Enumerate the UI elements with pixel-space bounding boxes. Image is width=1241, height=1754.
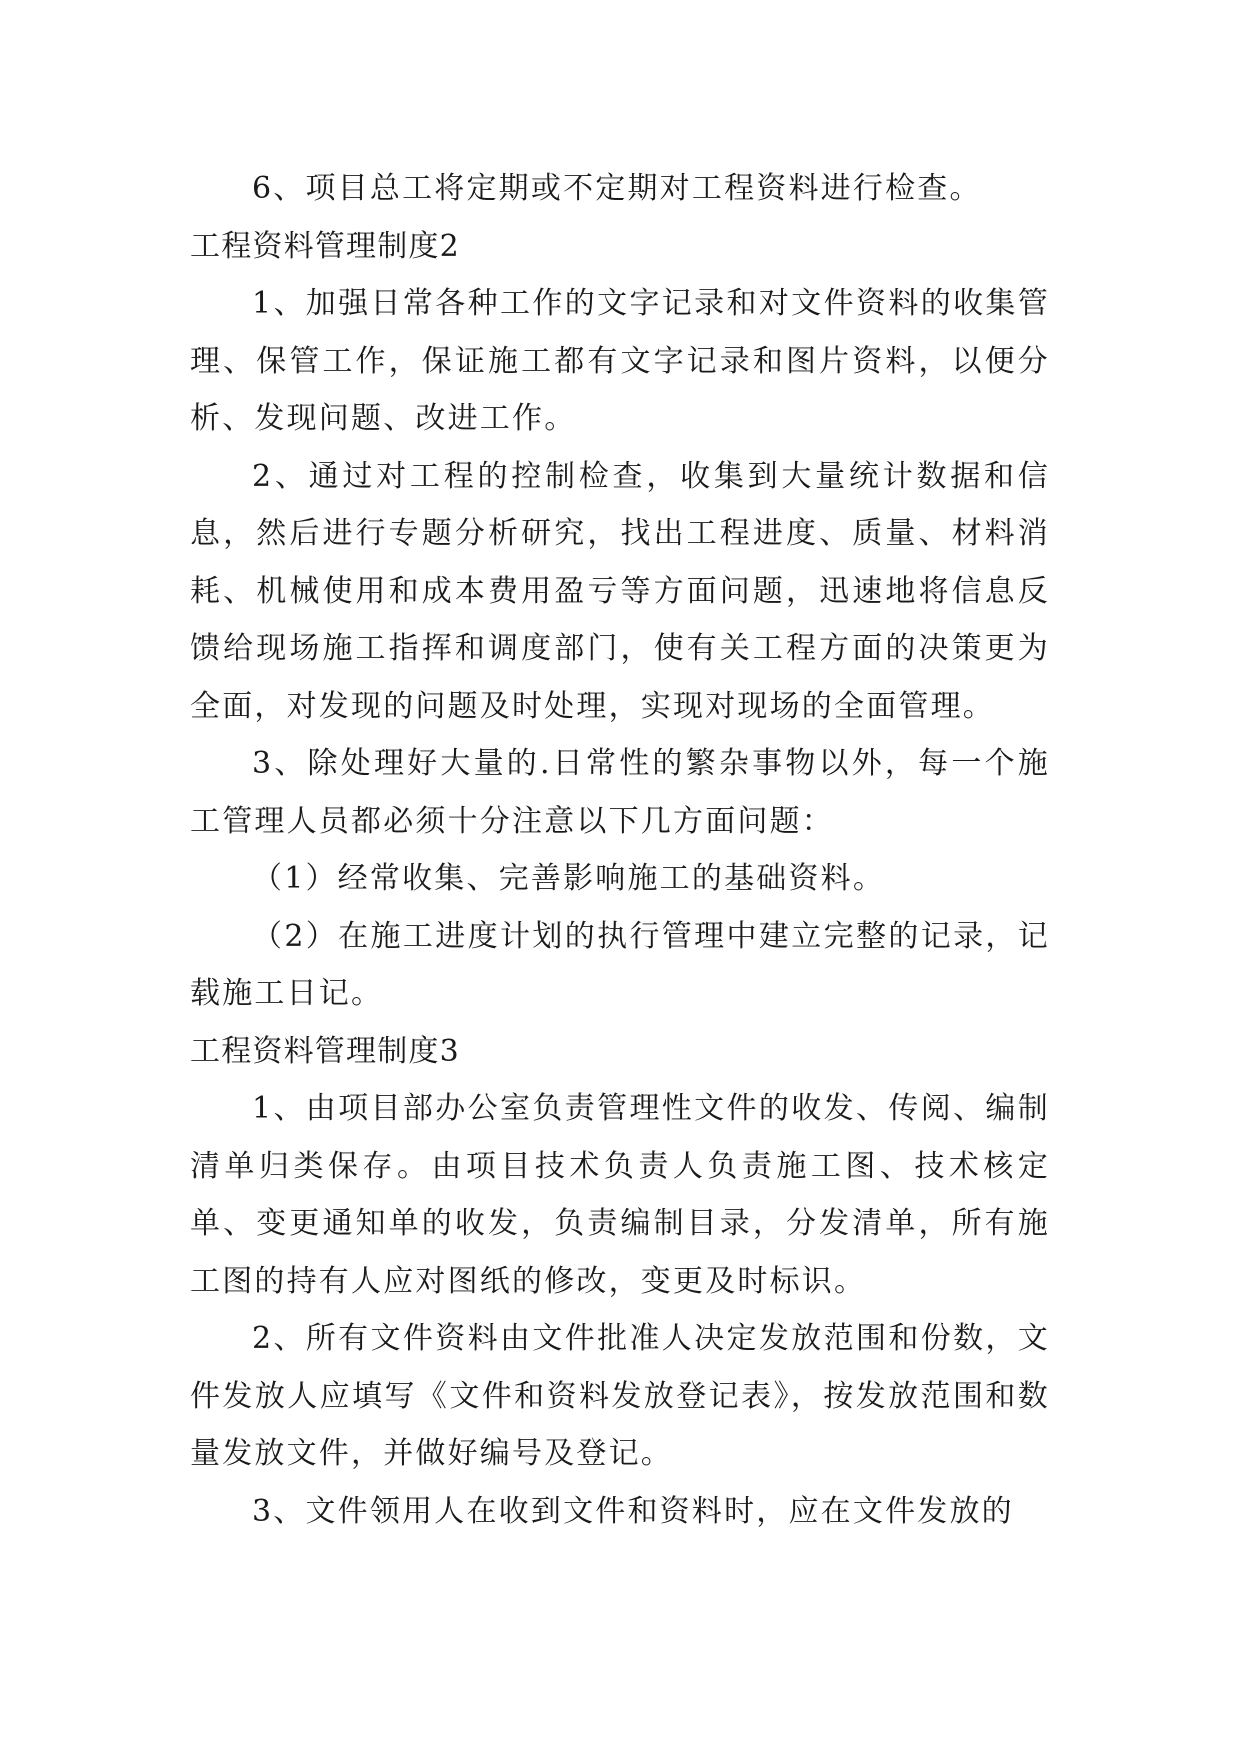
- paragraph-2-3: 3、除处理好大量的.日常性的繁杂事物以外，每一个施工管理人员都必须十分注意以下几方面问题：: [190, 746, 1050, 839]
- paragraph-3-1: 1、由项目部办公室负责管理性文件的收发、传阅、编制清单归类保存。由项目技术负责人负责施工图、技术核定单、变更通知单的收发，负责编制目录，分发清单，所有施工图的持有人应对图纸的修改，变更及时标识。: [190, 1091, 1050, 1299]
- document-body: [190, 160, 1050, 1540]
- paragraph-item-6: 6、项目总工将定期或不定期对工程资料进行检查。: [252, 171, 982, 206]
- paragraph-2-1: 1、加强日常各种工作的文字记录和对文件资料的收集管理、保管工作，保证施工都有文字记录和图片资料，以便分析、发现问题、改进工作。: [190, 286, 1050, 436]
- section-heading-3: 工程资料管理制度3: [190, 1033, 460, 1069]
- list-item-2-3-1: （1）经常收集、完善影响施工的基础资料。: [252, 861, 886, 896]
- section-heading-2: 工程资料管理制度2: [190, 228, 460, 264]
- paragraph-3-2: 2、所有文件资料由文件批准人决定发放范围和份数，文件发放人应填写《文件和资料发放登记表》，按发放范围和数量发放文件，并做好编号及登记。: [190, 1321, 1050, 1471]
- list-item-2-3-2: （2）在施工进度计划的执行管理中建立完整的记录，记载施工日记。: [190, 918, 1050, 1011]
- paragraph-2-2: 2、通过对工程的控制检查，收集到大量统计数据和信息，然后进行专题分析研究，找出工程进度、质量、材料消耗、机械使用和成本费用盈亏等方面问题，迅速地将信息反馈给现场施工指挥和调度部门，使有关工程方面的决策更为全面，对发现的问题及时处理，实现对现场的全面管理。: [190, 458, 1050, 724]
- paragraph-3-3: 3、文件领用人在收到文件和资料时，应在文件发放的: [252, 1493, 1014, 1529]
